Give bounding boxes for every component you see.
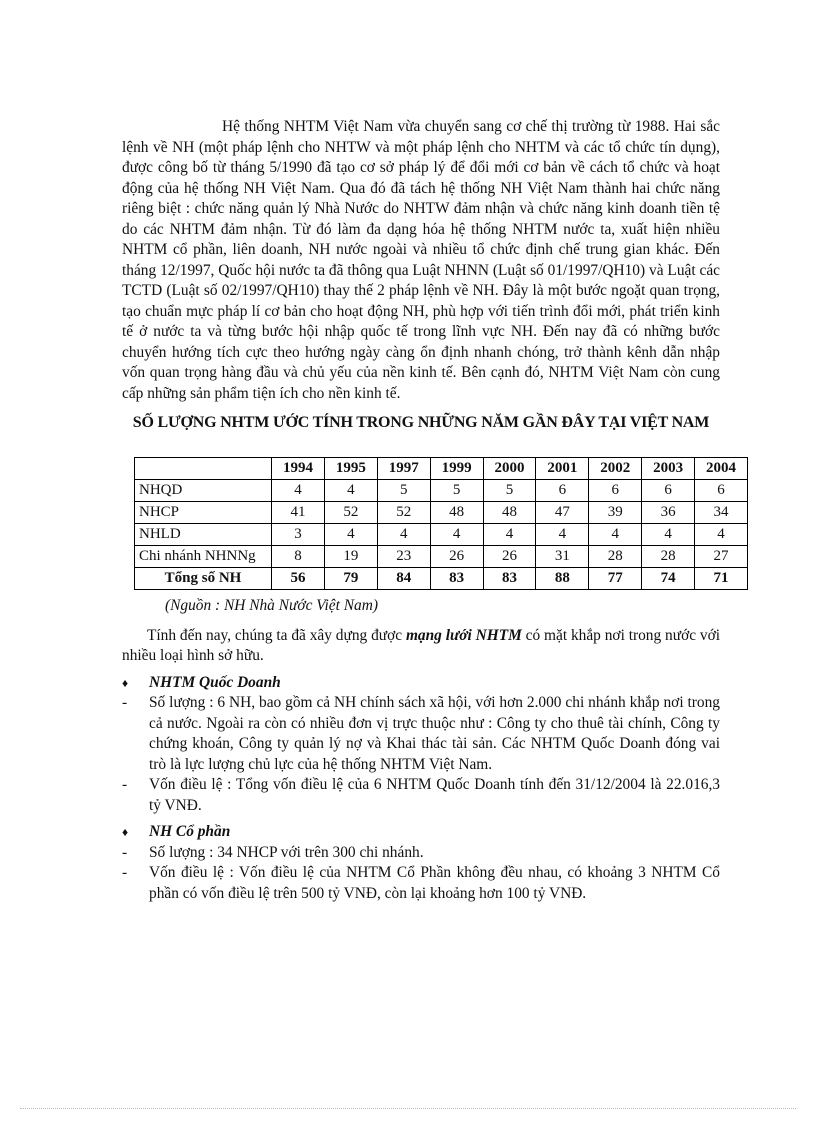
year-header: 2004 xyxy=(695,458,748,480)
section-heading-joint-stock-banks xyxy=(122,822,720,843)
list-item xyxy=(122,863,720,904)
table-cell: 4 xyxy=(483,524,536,546)
list-item-text: Vốn điều lệ : Tổng vốn điều lệ của 6 NHTM Quốc Doanh tính đến 31/12/2004 là 22.016,3 tỷ VNĐ. xyxy=(149,776,720,814)
table-cell: 5 xyxy=(377,480,430,502)
table-row-nhcp xyxy=(135,502,748,524)
table-title: SỐ LƯỢNG NHTM ƯỚC TÍNH TRONG NHỮNG NĂM GẦN ĐÂY TẠI VIỆT NAM xyxy=(132,414,710,431)
table-cell: 48 xyxy=(430,502,483,524)
row-label: NHLD xyxy=(135,524,272,546)
year-header: 1995 xyxy=(324,458,377,480)
dash-bullet: - xyxy=(122,694,128,711)
list-item xyxy=(122,843,720,864)
table-cell: 56 xyxy=(272,568,325,590)
table-cell: 88 xyxy=(536,568,589,590)
table-cell: 4 xyxy=(589,524,642,546)
table-row-nhqd xyxy=(135,480,748,502)
section-title: NHTM Quốc Doanh xyxy=(149,673,281,691)
row-label: NHCP xyxy=(135,502,272,524)
list-item-text: Số lượng : 34 NHCP với trên 300 chi nhánh. xyxy=(149,843,424,861)
table-cell: 27 xyxy=(695,546,748,568)
table-cell: 3 xyxy=(272,524,325,546)
table-cell: 4 xyxy=(536,524,589,546)
table-row-total xyxy=(135,568,748,590)
year-header: 1997 xyxy=(377,458,430,480)
table-cell: 34 xyxy=(695,502,748,524)
network-text-before: Tính đến nay, chúng ta đã xây dựng được xyxy=(147,626,406,644)
table-cell: 6 xyxy=(642,480,695,502)
list-item xyxy=(122,775,720,816)
table-cell: 71 xyxy=(695,568,748,590)
section-heading-state-banks xyxy=(122,673,720,694)
network-paragraph xyxy=(122,626,720,667)
list-item-text: Số lượng : 6 NH, bao gồm cả NH chính sách xã hội, với hơn 2.000 chi nhánh khắp nơi trong cả nước. Ngoài ra còn có nhiều đơn vị trực thuộc như : Công ty cho thuê tài chính, Công ty chứng khoán, Công ty quản lý nợ và Khai thác tài sản. Các NHTM Quốc Doanh đóng vai trò là lực lượng chủ lực của hệ thống NHTM Việt Nam. xyxy=(149,694,720,773)
table-cell: 8 xyxy=(272,546,325,568)
table-cell: 23 xyxy=(377,546,430,568)
year-header: 2002 xyxy=(589,458,642,480)
table-cell: 74 xyxy=(642,568,695,590)
table-cell: 4 xyxy=(324,524,377,546)
document-page xyxy=(122,117,736,904)
year-header: 1994 xyxy=(272,458,325,480)
table-cell: 28 xyxy=(642,546,695,568)
intro-paragraph: Hệ thống NHTM Việt Nam vừa chuyển sang cơ chế thị trường từ 1988. Hai sắc lệnh về NH (một pháp lệnh cho NHTW và một pháp lệnh cho NHTM và các tổ chức tín dụng), được công bố từ tháng 5/1990 đã tạo cơ sở pháp lý để đổi mới cơ bản về cách tổ chức và hoạt động của hệ thống NH Việt Nam. Qua đó đã tách hệ thống NH Việt Nam thành hai chức năng riêng biệt : chức năng quản lý Nhà Nước do NHTW đảm nhận và chức năng kinh doanh tiền tệ do các NHTM đảm nhận. Từ đó làm đa dạng hóa hệ thống NHTM nước ta, xuất hiện nhiều NHTM cổ phần, liên doanh, NH nước ngoài và nhiều tổ chức định chế trung gian khác. Đến tháng 12/1997, Quốc hội nước ta đã thông qua Luật NHNN (Luật số 01/1997/QH10) và Luật các TCTD (Luật số 02/1997/QH10) thay thế 2 pháp lệnh về NH. Đây là một bước ngoặt quan trọng, tạo chuẩn mực pháp lí cơ bản cho hoạt động NH, phù hợp với tiến trình đổi mới, phát triển kinh tế ở nước ta và từng bước hội nhập quốc tế trong lĩnh vực NH. Đến nay đã có những bước chuyển hướng tích cực theo hướng ngày càng ổn định nhanh chóng, trở thành kênh dẫn nhập vốn quan trọng hàng đầu và chủ yếu của nền kinh tế. Bên cạnh đó, NHTM Việt Nam còn cung cấp những sản phẩm tiện ích cho nền kinh tế. xyxy=(122,118,720,402)
header-corner-cell xyxy=(135,458,272,480)
table-cell: 36 xyxy=(642,502,695,524)
table-row-branches xyxy=(135,546,748,568)
table-cell: 6 xyxy=(536,480,589,502)
table-cell: 47 xyxy=(536,502,589,524)
table-row-nhld xyxy=(135,524,748,546)
table-cell: 6 xyxy=(695,480,748,502)
table-cell: 5 xyxy=(483,480,536,502)
table-cell: 6 xyxy=(589,480,642,502)
network-emphasis: mạng lưới NHTM xyxy=(405,626,522,644)
table-cell: 79 xyxy=(324,568,377,590)
list-item xyxy=(122,693,720,775)
table-cell: 26 xyxy=(483,546,536,568)
table-header-row xyxy=(135,458,748,480)
dash-bullet: - xyxy=(122,843,128,861)
table-cell: 41 xyxy=(272,502,325,524)
total-label: Tổng số NH xyxy=(135,568,272,590)
table-cell: 5 xyxy=(430,480,483,502)
table-cell: 77 xyxy=(589,568,642,590)
table-cell: 28 xyxy=(589,546,642,568)
table-cell: 4 xyxy=(324,480,377,502)
table-cell: 48 xyxy=(483,502,536,524)
table-cell: 4 xyxy=(272,480,325,502)
table-cell: 4 xyxy=(377,524,430,546)
table-cell: 39 xyxy=(589,502,642,524)
table-cell: 4 xyxy=(642,524,695,546)
section-title: NH Cổ phần xyxy=(149,823,231,840)
row-label: Chi nhánh NHNNg xyxy=(135,546,272,568)
network-text-after: có mặt khắp nơi trong nước với nhiều loại hình sở hữu. xyxy=(122,626,721,664)
table-cell: 19 xyxy=(324,546,377,568)
year-header: 2001 xyxy=(536,458,589,480)
row-label: NHQD xyxy=(135,480,272,502)
year-header: 2000 xyxy=(483,458,536,480)
year-header: 2003 xyxy=(642,458,695,480)
dash-bullet: - xyxy=(122,864,128,881)
diamond-bullet-icon: ♦ xyxy=(122,825,129,839)
source-note: (Nguồn : NH Nhà Nước Việt Nam) xyxy=(165,597,378,614)
bank-count-table xyxy=(134,457,748,590)
table-cell: 31 xyxy=(536,546,589,568)
diamond-bullet-icon: ♦ xyxy=(122,675,129,690)
list-item-text: Vốn điều lệ : Vốn điều lệ của NHTM Cổ Phần không đều nhau, có khoảng 3 NHTM Cổ phần có vốn điều lệ trên 500 tỷ VNĐ, còn lại khoảng hơn 100 tỷ VNĐ. xyxy=(149,864,720,902)
table-cell: 52 xyxy=(377,502,430,524)
table-cell: 4 xyxy=(695,524,748,546)
table-cell: 4 xyxy=(430,524,483,546)
year-header: 1999 xyxy=(430,458,483,480)
table-cell: 83 xyxy=(430,568,483,590)
table-cell: 52 xyxy=(324,502,377,524)
page-bottom-divider xyxy=(20,1108,796,1109)
table-cell: 26 xyxy=(430,546,483,568)
table-cell: 84 xyxy=(377,568,430,590)
dash-bullet: - xyxy=(122,776,128,793)
table-cell: 83 xyxy=(483,568,536,590)
